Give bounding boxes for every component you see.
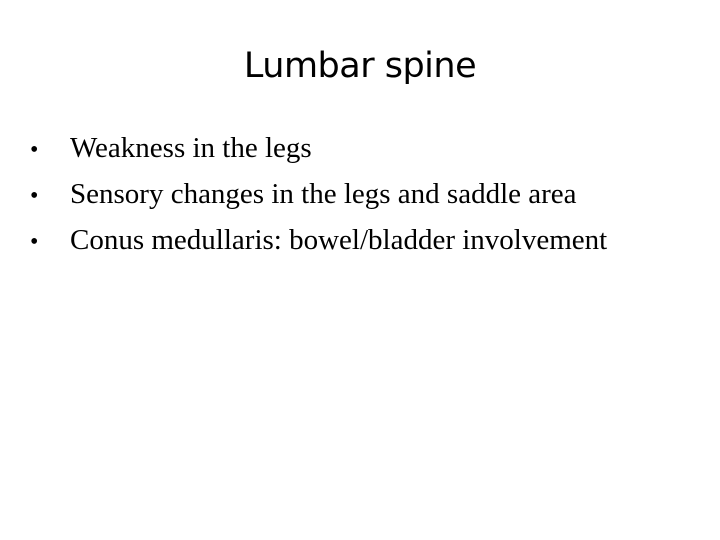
bullet-text: Weakness in the legs bbox=[70, 132, 312, 164]
bullet-item-sensory bbox=[30, 178, 700, 224]
slide-title: Lumbar spine bbox=[243, 46, 477, 86]
bullet-text: Sensory changes in the legs and saddle area bbox=[70, 178, 577, 210]
bullet-point-icon: • bbox=[30, 137, 39, 163]
bullet-item-weakness bbox=[30, 132, 700, 178]
bullet-list bbox=[30, 132, 700, 270]
bullet-item-conus bbox=[30, 224, 700, 270]
bullet-point-icon: • bbox=[30, 183, 39, 209]
bullet-point-icon: • bbox=[30, 229, 39, 255]
bullet-text: Conus medullaris: bowel/bladder involvement bbox=[70, 224, 608, 256]
